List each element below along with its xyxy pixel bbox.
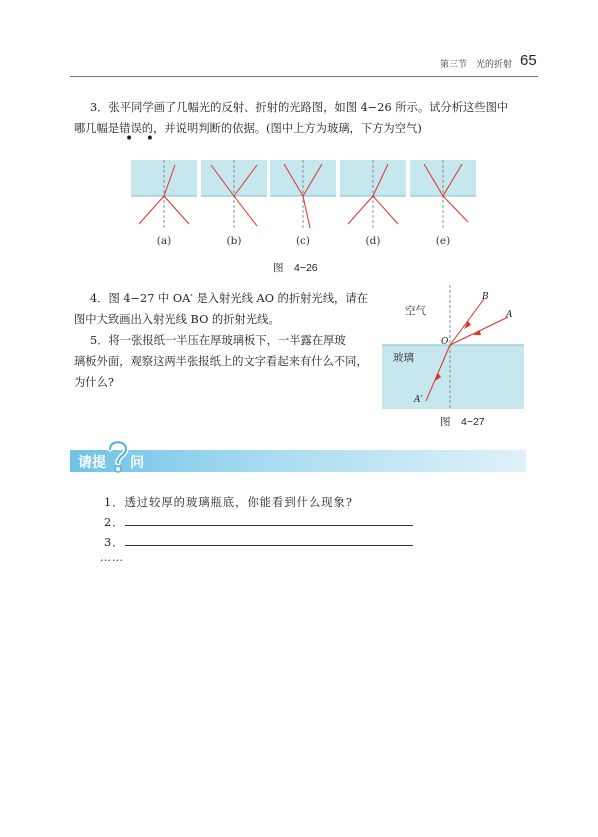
panel-label-c: (c) <box>295 235 311 247</box>
figure-4-26-panel-e <box>410 160 476 230</box>
question-mark-icon <box>105 438 131 474</box>
figure-4-27-diagram <box>382 285 524 409</box>
label-point-A: A <box>506 310 513 320</box>
label-air: 空气 <box>405 305 426 317</box>
question-5-line-3: 为什么? <box>74 376 114 389</box>
question-4 <box>74 288 380 330</box>
continuation-ellipsis: …… <box>100 551 124 564</box>
figure-4-26-panel-d <box>340 160 406 230</box>
ask-item-3 <box>104 533 413 553</box>
label-glass: 玻璃 <box>393 352 414 364</box>
ask-item-3-number: 3． <box>104 536 125 549</box>
figure-4-26-panel-b <box>201 160 267 230</box>
question-3 <box>74 97 550 139</box>
ray-AO <box>450 317 508 345</box>
answer-blank-line[interactable] <box>125 533 413 546</box>
question-4-line-2: 图中大致画出入射光线 BO 的折射光线。 <box>74 313 280 326</box>
question-3-line-2: 哪几幅是错误的，并说明判断的依据。(图中上方为玻璃，下方为空气) <box>74 122 422 135</box>
figure-4-26-panel-c <box>270 160 336 230</box>
label-point-O: O <box>441 337 449 347</box>
panel-label-a: (a) <box>156 235 172 247</box>
question-5-line-1: 5．将一张报纸一半压在厚玻璃板下，一半露在厚玻 <box>90 334 346 347</box>
panel-label-b: (b) <box>226 235 242 247</box>
label-point-B: B <box>482 292 489 302</box>
question-3-line-1: 3．张平同学画了几幅光的反射、折射的光路图，如图 4−26 所示。试分析这些图中 <box>90 101 509 114</box>
label-point-A-prime: A′ <box>414 395 423 405</box>
ask-item-1: 1．透过较厚的玻璃瓶底，你能看到什么现象? <box>104 496 353 509</box>
question-4-line-1: 4．图 4−27 中 OA′ 是入射光线 AO 的折射光线，请在 <box>90 292 368 305</box>
question-5-line-2: 璃板外面，观察这两半张报纸上的文字看起来有什么不同， <box>74 355 368 368</box>
figure-4-26-caption: 图 4−26 <box>273 262 318 274</box>
figure-4-26-panel-a <box>131 160 197 230</box>
panel-label-e: (e) <box>435 235 451 247</box>
banner-text-left: 请提 <box>78 455 106 471</box>
page-number: 65 <box>520 52 537 69</box>
ray-BO <box>450 299 484 345</box>
ask-item-2-number: 2． <box>104 516 125 529</box>
banner-text-right: 问 <box>130 455 144 471</box>
figure-4-27-caption: 图 4−27 <box>440 416 485 428</box>
running-header-section: 第三节 光的折射 <box>440 60 513 70</box>
header-rule <box>70 76 538 77</box>
panel-label-d: (d) <box>365 235 381 247</box>
question-5 <box>74 330 390 393</box>
answer-blank-line[interactable] <box>125 513 413 526</box>
ask-item-2 <box>104 513 413 533</box>
emphasis-dots: • • <box>125 131 158 147</box>
